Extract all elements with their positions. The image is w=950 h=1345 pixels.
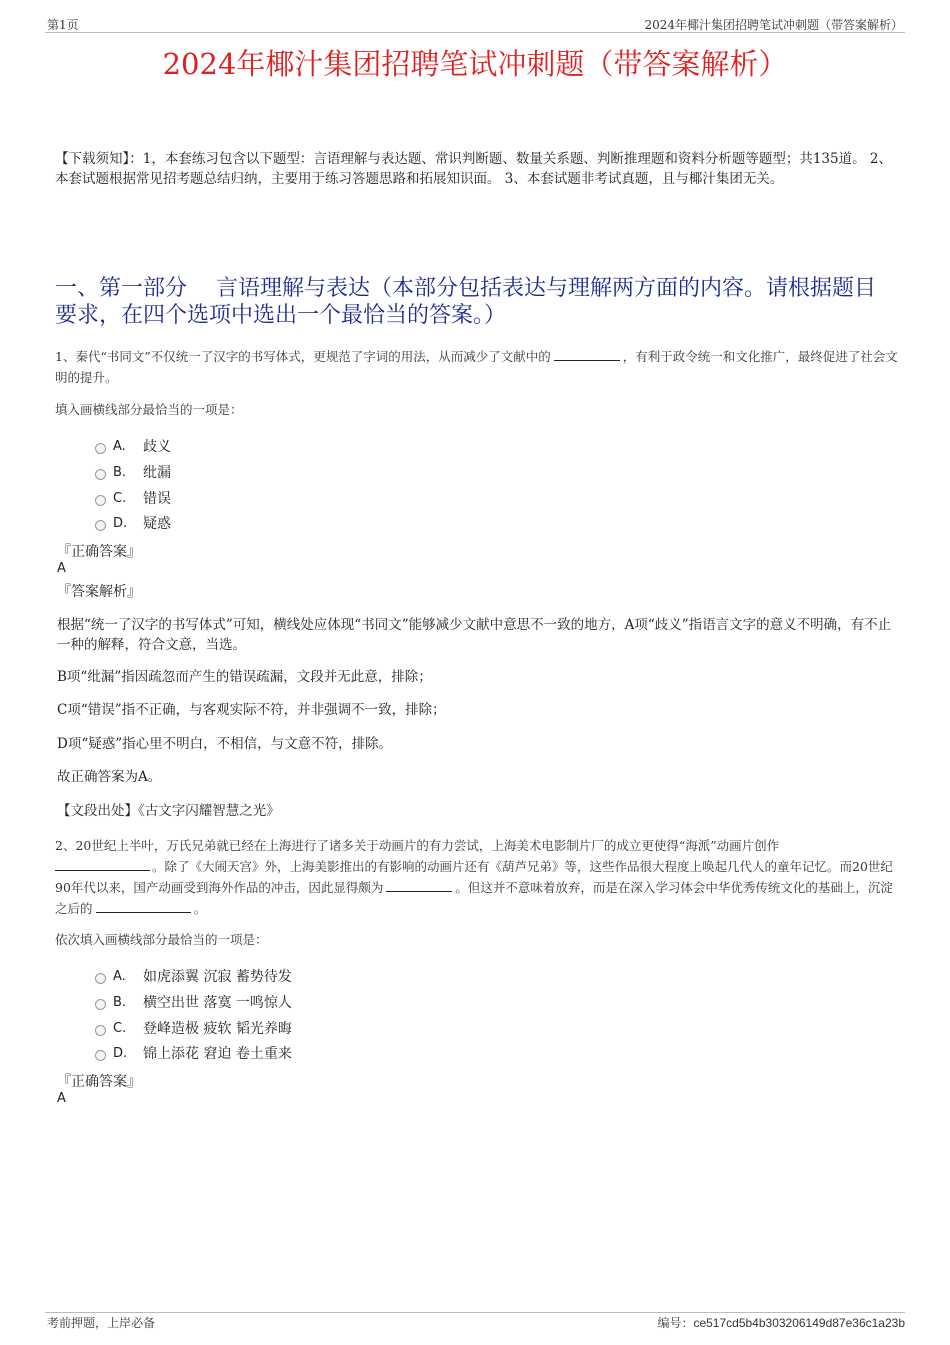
question-2 xyxy=(55,835,900,919)
q2-option-d[interactable] xyxy=(95,1043,292,1063)
question-1 xyxy=(55,346,900,388)
radio-icon[interactable] xyxy=(95,443,106,454)
q2-text-cont: 。但这并不意味着放弃，而是在深入学习体会中华优秀传统文化的基础上，沉淀之后的 xyxy=(55,880,893,916)
option-text: 登峰造极 疲软 韬光养晦 xyxy=(143,1021,292,1037)
section-heading: 一、第一部分 言语理解与表达（本部分包括表达与理解两方面的内容。请根据题目要求，在四个选项中选出一个最恰当的答案。） xyxy=(55,276,876,328)
footer-divider xyxy=(45,1312,905,1313)
q2-answer-label: 『正确答案』 xyxy=(57,1074,141,1090)
download-notice: 【下载须知】：1，本套练习包含以下题型：言语理解与表达题、常识判断题、数量关系题、判断推理题和资料分析题等题型；共135道。 2、本套试题根据常见招考题总结归纳，主要用于练习答题思路和拓展知识面。 3、本套试题非考试真题，且与椰汁集团无关。 xyxy=(55,151,892,187)
radio-icon[interactable] xyxy=(95,495,106,506)
option-text: 错误 xyxy=(143,491,171,507)
q1-text-cont: ，有利于政令统一和文化推广，最终促进了社会文明的提升。 xyxy=(55,349,898,385)
analysis-paragraph: 故正确答案为A。 xyxy=(57,769,162,785)
option-text: 如虎添翼 沉寂 蓄势待发 xyxy=(143,969,292,985)
option-letter: D. xyxy=(113,1045,128,1061)
analysis-paragraph: C项“错误”指不正确，与客观实际不符，并非强调不一致，排除； xyxy=(57,702,446,718)
option-text: 锦上添花 窘迫 卷土重来 xyxy=(143,1046,292,1062)
blank xyxy=(386,879,452,892)
option-letter: B. xyxy=(113,464,127,480)
q2-option-a[interactable] xyxy=(95,966,292,986)
q2-prompt: 依次填入画横线部分最恰当的一项是： xyxy=(55,932,268,947)
option-letter: D. xyxy=(113,515,128,531)
q2-text-cont: 。除了《大闹天宫》外，上海美影推出的有影响的动画片还有《葫芦兄弟》等，这些作品很大程度上唤起几代人的童年记忆。而20世纪90年代以来，国产动画受到海外作品的冲击，因此显得颇为 xyxy=(55,859,893,895)
q2-option-c[interactable] xyxy=(95,1018,292,1038)
radio-icon[interactable] xyxy=(95,1025,106,1036)
radio-icon[interactable] xyxy=(95,973,106,984)
q1-option-a[interactable] xyxy=(95,436,171,456)
option-letter: C. xyxy=(113,490,127,506)
option-letter: C. xyxy=(113,1020,127,1036)
q1-option-d[interactable] xyxy=(95,513,171,533)
option-letter: A. xyxy=(113,968,126,984)
footer-id: 编号：ce517cd5b4b303206149d87e36c1a23b xyxy=(657,1316,905,1330)
q2-text-end: 。 xyxy=(193,901,207,916)
header-title: 2024年椰汁集团招聘笔试冲刺题（带答案解析） xyxy=(644,18,903,32)
blank xyxy=(55,858,150,871)
q2-text: 2、20世纪上半叶，万氏兄弟就已经在上海进行了诸多关于动画片的有力尝试，上海美术电影制片厂的成立更使得“海派”动画片创作 xyxy=(55,838,780,853)
option-letter: A. xyxy=(113,438,126,454)
page-number: 第1页 xyxy=(47,18,79,32)
analysis-paragraph: 根据“统一了汉字的书写体式”可知，横线处应体现“书同文”能够减少文献中意思不一致的地方，A项“歧义”指语言文字的意义不明确，有不止一种的解释，符合文意，当选。 xyxy=(57,617,892,653)
footer-slogan: 考前押题，上岸必备 xyxy=(47,1316,156,1330)
radio-icon[interactable] xyxy=(95,520,106,531)
blank xyxy=(96,900,191,913)
radio-icon[interactable] xyxy=(95,999,106,1010)
q1-analysis-label: 『答案解析』 xyxy=(57,584,141,600)
q1-answer-label: 『正确答案』 xyxy=(57,544,141,560)
analysis-paragraph: B项“纰漏”指因疏忽而产生的错误疏漏，文段并无此意，排除； xyxy=(57,669,432,685)
option-text: 纰漏 xyxy=(143,465,171,481)
q1-prompt: 填入画横线部分最恰当的一项是： xyxy=(55,402,243,417)
q2-option-b[interactable] xyxy=(95,992,292,1012)
source-citation: 【文段出处】《古文字闪耀智慧之光》 xyxy=(57,803,280,819)
blank xyxy=(554,348,620,361)
option-text: 横空出世 落寞 一鸣惊人 xyxy=(143,995,292,1011)
option-text: 歧义 xyxy=(143,439,171,455)
q1-answer: A xyxy=(57,561,66,576)
q1-option-c[interactable] xyxy=(95,488,171,508)
option-text: 疑惑 xyxy=(143,516,171,532)
radio-icon[interactable] xyxy=(95,469,106,480)
analysis-paragraph: D项“疑惑”指心里不明白，不相信，与文意不符，排除。 xyxy=(57,736,393,752)
q1-option-b[interactable] xyxy=(95,462,171,482)
header-divider xyxy=(45,32,905,33)
radio-icon[interactable] xyxy=(95,1050,106,1061)
q2-answer: A xyxy=(57,1091,66,1106)
document-title: 2024年椰汁集团招聘笔试冲刺题（带答案解析） xyxy=(162,47,788,81)
option-letter: B. xyxy=(113,994,127,1010)
q1-text: 1、秦代“书同文”不仅统一了汉字的书写体式，更规范了字词的用法，从而减少了文献中的 xyxy=(55,349,551,364)
